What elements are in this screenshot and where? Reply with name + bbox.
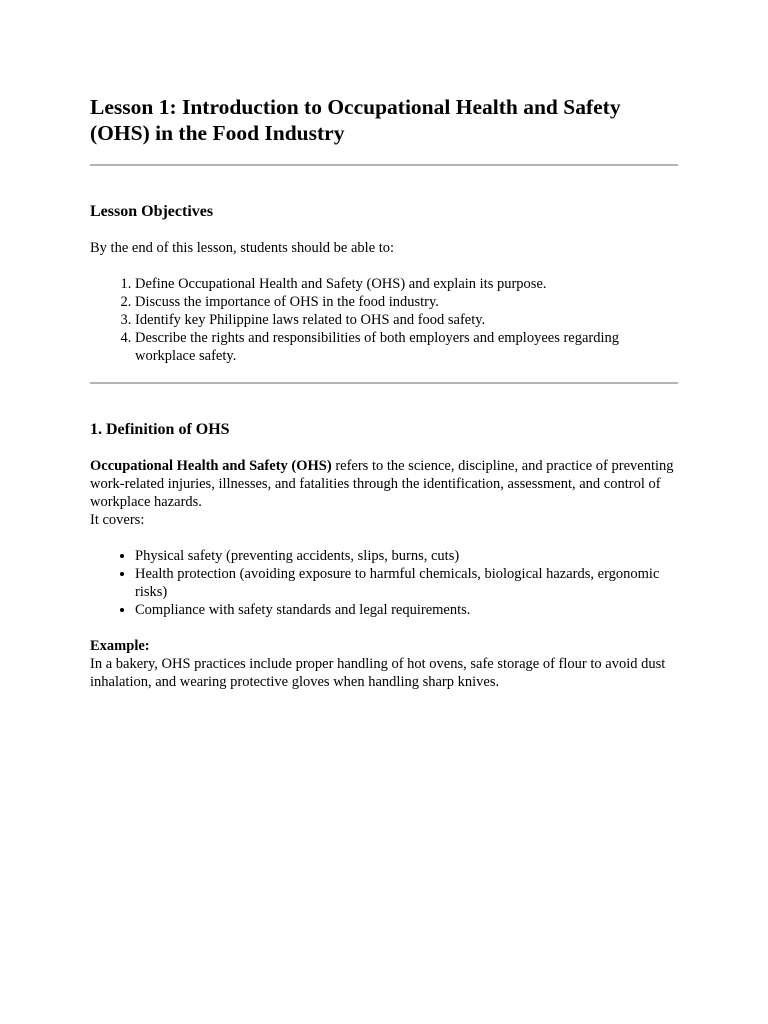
list-item: 3. Identify key Philippine laws related to OHS and food safety. <box>135 311 678 329</box>
definition-term: Occupational Health and Safety (OHS) <box>90 458 332 474</box>
list-item: • Physical safety (preventing accidents, slips, burns, cuts) <box>135 547 678 565</box>
section-divider <box>90 382 678 384</box>
definition-text: refers to the science, discipline, and practice of preventing work-related injuries, illnesses, and fatalities through the identification, assessment, and control of workplace hazards. <box>90 458 674 510</box>
section-divider <box>90 164 678 166</box>
objectives-intro: By the end of this lesson, students should be able to: <box>90 240 395 256</box>
example-block <box>90 637 678 691</box>
list-item: • Compliance with safety standards and legal requirements. <box>135 601 678 619</box>
covers-label: It covers: <box>90 512 145 528</box>
list-item: • Health protection (avoiding exposure to harmful chemicals, biological hazards, ergonomic risks) <box>135 565 678 601</box>
page-title: Lesson 1: Introduction to Occupational Health and Safety (OHS) in the Food Industry <box>90 95 621 145</box>
definition-paragraph <box>90 457 678 511</box>
objectives-list <box>90 275 678 365</box>
example-text: In a bakery, OHS practices include proper handling of hot ovens, safe storage of flour to avoid dust inhalation, and wearing protective gloves when handling sharp knives. <box>90 656 666 690</box>
list-item: 2. Discuss the importance of OHS in the food industry. <box>135 293 678 311</box>
covers-list <box>90 547 678 619</box>
objectives-heading: Lesson Objectives <box>90 203 214 220</box>
list-item: 4. Describe the rights and responsibilities of both employers and employees regarding workplace safety. <box>135 329 678 365</box>
example-label: Example: <box>90 638 150 654</box>
definition-heading: 1. Definition of OHS <box>90 421 230 438</box>
list-item: 1. Define Occupational Health and Safety (OHS) and explain its purpose. <box>135 275 678 293</box>
